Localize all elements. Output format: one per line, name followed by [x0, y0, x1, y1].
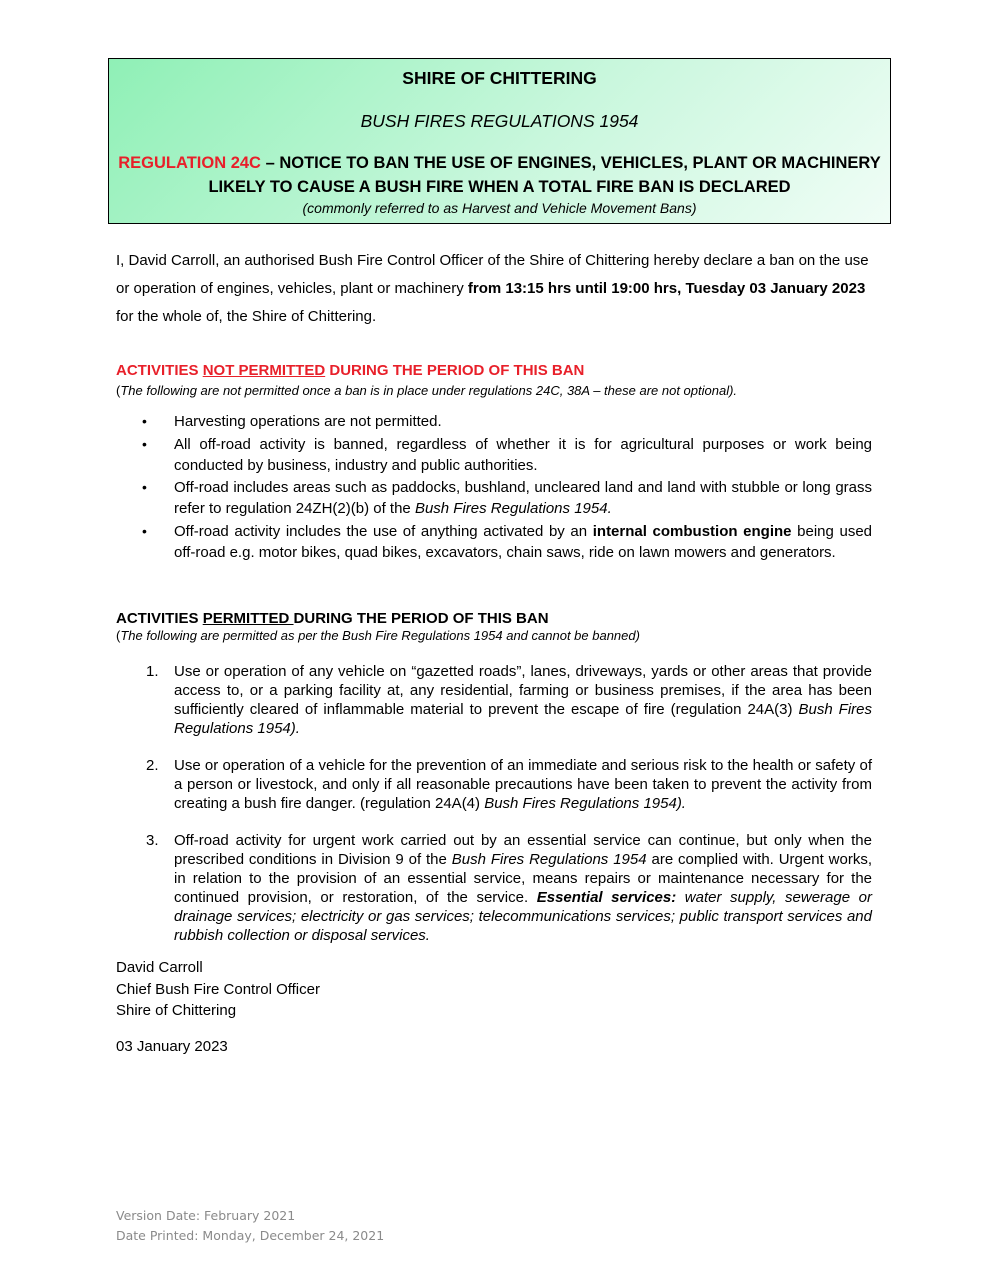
item-italic: Bush Fires Regulations 1954 [451, 851, 647, 868]
heading-text: ACTIVITIES [116, 362, 203, 379]
ban-period: from 13:15 hrs until 19:00 hrs, Tuesday 03 January 2023 [467, 280, 866, 297]
declaration-text-end: for the whole of, the Shire of Chittering. [116, 308, 377, 325]
item-text: All off-road activity is banned, regardless of whether it is for agricultural purposes or work being conducted by business, industry and public authorities. [174, 435, 872, 474]
item-italic-end: water supply, sewerage or drainage services; electricity or gas services; telecommunications services; public transport services and rubbish collection or disposal services. [174, 889, 872, 944]
item-number: 2. [146, 757, 159, 774]
item-text: Off-road activity includes the use of anything activated by an [174, 522, 593, 540]
list-item [116, 662, 872, 738]
item-italic: Bush Fires Regulations 1954). [174, 701, 872, 737]
declaration-text: I, David Carroll, an authorised Bush Fire Control Officer of the Shire of Chittering hereby declare a ban on the use or operation of engines, vehicles, plant or machinery [116, 252, 869, 297]
item-text: Off-road includes areas such as paddocks, bushland, uncleared land and land with stubble or long grass refer to regulation 24ZH(2)(b) of the [174, 479, 872, 517]
note-text: The following are not permitted once a ban is in place under regulations 24C, 38A – these are not optional). [120, 383, 738, 398]
list-item [116, 434, 872, 476]
item-text-mid: are complied with. Urgent works, in relation to the provision of an essential service, means repairs or maintenance necessary for the continued provision, or restoration, of the service. [174, 851, 872, 906]
signature-block [116, 957, 320, 1022]
notice-header-box [108, 58, 891, 224]
item-italic: Bush Fires Regulations 1954). [484, 795, 686, 812]
organisation-title: SHIRE OF CHITTERING [402, 68, 597, 88]
list-item [116, 521, 872, 563]
item-italic: Bush Fires Regulations 1954. [414, 500, 612, 517]
bullet-icon: • [142, 413, 147, 429]
list-item [116, 477, 872, 519]
bullet-icon: • [142, 435, 147, 452]
signature-date: 03 January 2023 [116, 1038, 228, 1055]
not-permitted-list [116, 411, 872, 564]
permitted-heading [116, 610, 549, 627]
heading-underlined: NOT PERMITTED [202, 362, 326, 379]
regulation-label: REGULATION 24C [118, 154, 261, 172]
item-text: Use or operation of a vehicle for the prevention of an immediate and serious risk to the health or safety of a person or livestock, and only if all reasonable precautions have been taken to prevent the activity from creating a bush fire danger. (regulation 24A(4) [174, 757, 872, 812]
note-paren: ( [116, 628, 121, 643]
item-text: Off-road activity for urgent work carried out by an essential service can continue, but only when the prescribed conditions in Division 9 of the [174, 832, 872, 868]
declaration-paragraph [116, 247, 874, 331]
version-date: Version Date: February 2021 [116, 1208, 296, 1223]
note-paren: ( [116, 383, 121, 398]
signatory-name: David Carroll [116, 959, 203, 976]
heading-text-end: DURING THE PERIOD OF THIS BAN [293, 610, 549, 627]
item-number: 1. [146, 663, 159, 680]
permitted-note [116, 628, 640, 643]
signatory-position: Chief Bush Fire Control Officer [116, 980, 320, 998]
date-printed: Date Printed: Monday, December 24, 2021 [116, 1228, 385, 1243]
item-text: Use or operation of any vehicle on “gazetted roads”, lanes, driveways, yards or other areas that provide access to, or a parking facility at, any residential, farming or business premises, if the area has been sufficiently cleared of inflammable material to prevent the escape of fire (regulation 24A(3) [174, 663, 872, 718]
item-number: 3. [146, 832, 159, 849]
regulation-title: – NOTICE TO BAN THE USE OF ENGINES, VEHICLES, PLANT OR MACHINERY LIKELY TO CAUSE A BUSH FIRE WHEN A TOTAL FIRE BAN IS DECLARED [208, 154, 881, 196]
list-item [116, 411, 872, 432]
list-item [116, 756, 872, 813]
item-text-end: being used off-road e.g. motor bikes, quad bikes, excavators, chain saws, ride on lawn mowers and generators. [174, 522, 872, 561]
item-text: Harvesting operations are not permitted. [174, 413, 442, 430]
heading-underlined: PERMITTED [202, 610, 294, 627]
not-permitted-heading [116, 362, 584, 379]
act-title: BUSH FIRES REGULATIONS 1954 [360, 111, 639, 131]
heading-text-end: DURING THE PERIOD OF THIS BAN [325, 362, 585, 379]
note-text: The following are permitted as per the Bush Fire Regulations 1954 and cannot be banned) [120, 628, 640, 643]
item-bold-italic: Essential services: [536, 889, 677, 906]
item-bold: internal combustion engine [592, 522, 792, 540]
bullet-icon: • [142, 522, 147, 539]
heading-text: ACTIVITIES [116, 610, 203, 627]
list-item [116, 831, 872, 945]
signatory-organisation: Shire of Chittering [116, 1002, 237, 1019]
regulation-heading [115, 151, 884, 199]
bullet-icon: • [142, 479, 147, 495]
permitted-list [116, 662, 872, 963]
not-permitted-note [116, 383, 737, 398]
common-name: (commonly referred to as Harvest and Vehicle Movement Bans) [302, 200, 697, 216]
page-footer [116, 1206, 384, 1246]
